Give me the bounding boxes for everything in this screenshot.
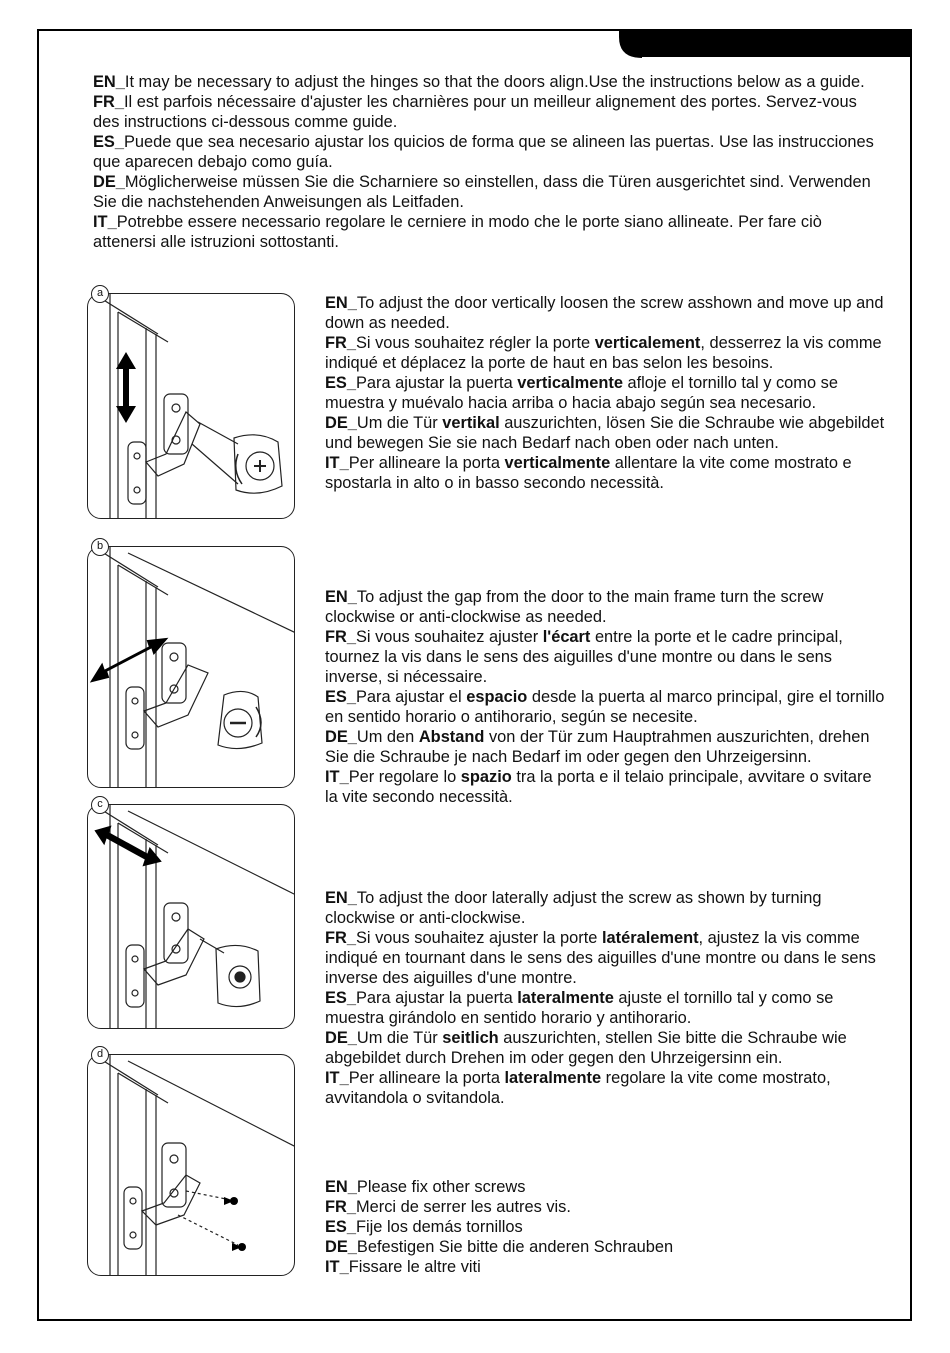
hinge-illustration [88, 1055, 295, 1276]
text: Para ajustar la puerta [355, 989, 518, 1007]
instruction-paragraph [325, 627, 885, 687]
instruction-paragraph [325, 1197, 885, 1217]
text: To adjust the gap from the door to the main frame turn the screw clockwise or anti-clockwise as needed. [325, 588, 824, 626]
intro-text-body: Puede que sea necesario ajustar los quicios de forma que se alineen las puertas. Use las instrucciones que aparecen debajo como guía. [93, 133, 874, 171]
text: desde la puerta al marco principal, gire el tornillo en sentido horario o antihorario, según se necesite. [325, 688, 885, 726]
screw-icon [224, 1197, 246, 1251]
figure-label-b: b [91, 538, 109, 556]
text: Si vous souhaitez ajuster la porte [355, 929, 602, 947]
instruction-paragraph [325, 687, 885, 727]
instruction-paragraph [325, 293, 885, 333]
header-tab [618, 29, 912, 59]
intro-text [93, 72, 883, 252]
text: To adjust the door vertically loosen the screw asshown and move up and down as needed. [325, 294, 884, 332]
text: auszurichten, stellen Sie bitte die Schraube wie abgebildet durch Drehen im oder gegen den Uhrzeigersinn ein. [325, 1029, 847, 1067]
instruction-paragraph [325, 928, 885, 988]
instruction-paragraph [325, 1237, 885, 1257]
instruction-paragraph [325, 1068, 885, 1108]
lang-code: FR_ [325, 334, 356, 352]
lateral-arrow-icon [96, 827, 160, 865]
lang-code: ES_ [325, 374, 356, 392]
lang-code: ES_ [325, 688, 356, 706]
lang-code: FR_ [325, 1198, 356, 1216]
section-lateral [325, 888, 885, 1108]
lang-code: DE_ [325, 1029, 357, 1047]
hinge-illustration [88, 547, 295, 788]
text: Si vous souhaitez ajuster [355, 628, 543, 646]
diagonal-arrow-icon [92, 639, 166, 681]
lang-code: FR_ [325, 628, 356, 646]
text: entre la porte et le cadre principal, tournez la vis dans le sens des aiguilles d'une montre ou dans le sens inverse, si nécessaire. [325, 628, 843, 686]
intro-paragraph [93, 92, 883, 132]
lang-code: IT_ [325, 1258, 349, 1276]
lang-code: EN_ [325, 889, 357, 907]
section-screws [325, 1177, 885, 1277]
emphasis: Abstand [418, 728, 485, 746]
instruction-paragraph [325, 1177, 885, 1197]
instruction-paragraph [325, 453, 885, 493]
text: Um die Tür [356, 414, 443, 432]
instruction-paragraph [325, 1257, 885, 1277]
instruction-paragraph [325, 333, 885, 373]
intro-text-body: Möglicherweise müssen Sie die Scharniere so einstellen, dass die Türen ausgerichtet sind. Verwenden Sie die nachstehenden Anweisungen als Leitfaden. [93, 173, 871, 211]
intro-text-body: Il est parfois nécessaire d'ajuster les charnières pour un meilleur alignement des portes. Servez-vous des instructions ci-dessous comme guide. [93, 93, 857, 131]
figure-gap-adjust [87, 546, 295, 788]
lang-code: DE_ [325, 1238, 357, 1256]
lang-code: ES_ [325, 989, 356, 1007]
text: afloje el tornillo tal y como se muestra y muévalo hacia arriba o hacia abajo según sea necesario. [325, 374, 838, 412]
intro-paragraph [93, 72, 883, 92]
lang-code: ES_ [93, 133, 124, 151]
figure-label-c: c [91, 796, 109, 814]
emphasis: spazio [460, 768, 512, 786]
intro-text-body: It may be necessary to adjust the hinges so that the doors align.Use the instructions below as a guide. [124, 73, 865, 91]
text: tra la porta e il telaio principale, avvitare o svitare la vite secondo necessità. [325, 768, 872, 806]
text: Para ajustar el [355, 688, 467, 706]
text: regolare la vite come mostrato, avvitandola o svitandola. [325, 1069, 831, 1107]
intro-paragraph [93, 132, 883, 172]
emphasis: lateralmente [517, 989, 614, 1007]
figure-label-a: a [91, 285, 109, 303]
text: Um den [356, 728, 419, 746]
emphasis: verticalement [594, 334, 701, 352]
section-gap [325, 587, 885, 807]
emphasis: vertikal [442, 414, 500, 432]
text: Si vous souhaitez régler la porte [355, 334, 595, 352]
emphasis: latéralement [601, 929, 699, 947]
emphasis: verticalmente [504, 454, 611, 472]
intro-paragraph [93, 212, 883, 252]
emphasis: seitlich [442, 1029, 499, 1047]
text: Per allineare la porta [348, 1069, 505, 1087]
lang-code: ES_ [325, 1218, 356, 1236]
intro-paragraph [93, 172, 883, 212]
text: allentare la vite come mostrato e spostarla in alto o in basso secondo necessità. [325, 454, 852, 492]
lang-code: IT_ [325, 454, 349, 472]
hinge-illustration [88, 294, 295, 519]
emphasis: espacio [466, 688, 528, 706]
text: Befestigen Sie bitte die anderen Schrauben [356, 1238, 674, 1256]
instruction-paragraph [325, 413, 885, 453]
text: , ajustez la vis comme indiqué en tournant dans le sens des aiguilles d'une montre ou dans le sens inverse des aiguilles d'une montre. [325, 929, 876, 987]
vertical-arrow-icon [116, 352, 136, 423]
lang-code: EN_ [325, 1178, 357, 1196]
text: Merci de serrer les autres vis. [355, 1198, 571, 1216]
instruction-paragraph [325, 1028, 885, 1068]
emphasis: l'écart [542, 628, 591, 646]
lang-code: DE_ [325, 414, 357, 432]
instruction-paragraph [325, 988, 885, 1028]
intro-text-body: Potrebbe essere necessario regolare le cerniere in modo che le porte siano allineate. Per fare ciò attenersi alle istruzioni sottostanti. [93, 213, 822, 251]
lang-code: EN_ [325, 588, 357, 606]
figure-vertical-adjust [87, 293, 295, 519]
lang-code: EN_ [325, 294, 357, 312]
emphasis: lateralmente [504, 1069, 602, 1087]
instruction-paragraph [325, 1217, 885, 1237]
instruction-paragraph [325, 587, 885, 627]
text: To adjust the door laterally adjust the screw as shown by turning clockwise or anti-clockwise. [325, 889, 822, 927]
lang-code: EN_ [93, 73, 125, 91]
text: Fije los demás tornillos [355, 1218, 523, 1236]
text: , desserrez la vis comme indiqué et déplacez la porte de haut en bas selon les besoins. [325, 334, 882, 372]
text: von der Tür zum Hauptrahmen auszurichten, drehen Sie die Schraube je nach Bedarf im oder gegen den Uhrzeigersinn. [325, 728, 870, 766]
section-vertical [325, 293, 885, 493]
text: Per allineare la porta [348, 454, 505, 472]
text: Per regolare lo [348, 768, 461, 786]
text: Para ajustar la puerta [355, 374, 518, 392]
lang-code: FR_ [93, 93, 124, 111]
text: Um die Tür [356, 1029, 443, 1047]
text: auszurichten, lösen Sie die Schraube wie abgebildet und bewegen Sie sie nach Bedarf nach oben oder nach unten. [325, 414, 885, 452]
instruction-paragraph [325, 767, 885, 807]
lang-code: DE_ [93, 173, 125, 191]
figure-label-d: d [91, 1046, 109, 1064]
instruction-paragraph [325, 373, 885, 413]
hinge-illustration [88, 805, 295, 1029]
text: Fissare le altre viti [348, 1258, 481, 1276]
lang-code: IT_ [325, 768, 349, 786]
emphasis: verticalmente [517, 374, 623, 392]
lang-code: FR_ [325, 929, 356, 947]
figure-lateral-adjust [87, 804, 295, 1029]
instruction-paragraph [325, 727, 885, 767]
lang-code: IT_ [325, 1069, 349, 1087]
lang-code: IT_ [93, 213, 117, 231]
lang-code: DE_ [325, 728, 357, 746]
figure-fix-screws [87, 1054, 295, 1276]
text: Please fix other screws [356, 1178, 526, 1196]
instruction-paragraph [325, 888, 885, 928]
text: ajuste el tornillo tal y como se muestra girándolo en sentido horario y antihorario. [325, 989, 834, 1027]
